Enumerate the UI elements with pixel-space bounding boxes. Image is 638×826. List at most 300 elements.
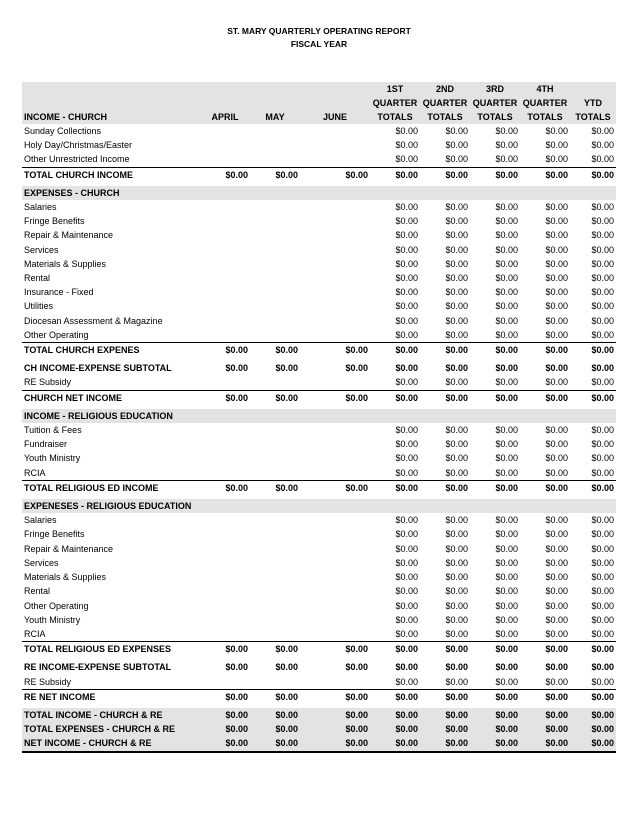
table-row xyxy=(22,124,616,138)
value-cell xyxy=(250,214,300,228)
table-row xyxy=(22,228,616,242)
value-cell xyxy=(300,271,370,285)
may-header: MAY xyxy=(250,110,300,124)
value-cell: $0.00 xyxy=(395,315,418,326)
value-cell: $0.00 xyxy=(545,529,568,540)
value-cell xyxy=(200,556,250,570)
table-row xyxy=(22,200,616,214)
value-cell: $0.00 xyxy=(395,377,418,388)
value-cell: $0.00 xyxy=(545,614,568,625)
row-label: Holy Day/Christmas/Easter xyxy=(24,140,133,151)
value-cell: $0.00 xyxy=(570,689,616,704)
value-cell: $0.00 xyxy=(395,453,418,464)
value-cell: $0.00 xyxy=(300,480,370,495)
value-cell xyxy=(300,527,370,541)
table-row xyxy=(22,375,616,390)
value-cell: $0.00 xyxy=(200,689,250,704)
row-label: Fringe Benefits xyxy=(24,529,85,540)
value-cell: $0.00 xyxy=(495,467,518,478)
row-label: EXPENSES - CHURCH xyxy=(22,186,200,200)
value-cell xyxy=(300,138,370,152)
row-label: RCIA xyxy=(24,628,46,639)
row-label: Fundraiser xyxy=(24,439,68,450)
value-cell xyxy=(200,299,250,313)
value-cell xyxy=(200,542,250,556)
value-cell: $0.00 xyxy=(445,600,468,611)
value-cell: $0.00 xyxy=(250,722,300,736)
value-cell xyxy=(570,499,616,513)
value-cell: $0.00 xyxy=(445,425,468,436)
value-cell: $0.00 xyxy=(495,244,518,255)
value-cell: $0.00 xyxy=(395,662,418,673)
value-cell: $0.00 xyxy=(300,642,370,657)
row-label: Tuition & Fees xyxy=(24,425,82,436)
value-cell xyxy=(200,613,250,627)
value-cell: $0.00 xyxy=(445,557,468,568)
table-row xyxy=(22,689,616,704)
value-cell: $0.00 xyxy=(545,600,568,611)
row-label: Diocesan Assessment & Magazine xyxy=(24,315,163,326)
value-cell: $0.00 xyxy=(591,140,614,151)
value-cell xyxy=(200,584,250,598)
value-cell: $0.00 xyxy=(495,600,518,611)
table-row xyxy=(22,409,616,423)
value-cell: $0.00 xyxy=(545,439,568,450)
value-cell: $0.00 xyxy=(545,244,568,255)
income-church-header: INCOME - CHURCH xyxy=(22,110,200,124)
report-subtitle: FISCAL YEAR xyxy=(290,39,348,49)
value-cell: $0.00 xyxy=(591,126,614,136)
value-cell: $0.00 xyxy=(395,363,418,374)
value-cell: $0.00 xyxy=(495,140,518,151)
value-cell: $0.00 xyxy=(370,390,420,405)
value-cell xyxy=(200,152,250,167)
table-row xyxy=(22,570,616,584)
value-cell: $0.00 xyxy=(570,390,616,405)
value-cell xyxy=(520,499,570,513)
table-row xyxy=(22,214,616,228)
value-cell xyxy=(250,675,300,690)
value-cell: $0.00 xyxy=(395,202,418,213)
table-row xyxy=(22,257,616,271)
table-row xyxy=(22,328,616,343)
value-cell xyxy=(250,499,300,513)
value-cell xyxy=(200,627,250,642)
value-cell xyxy=(200,423,250,437)
value-cell: $0.00 xyxy=(520,167,570,182)
value-cell: $0.00 xyxy=(591,258,614,269)
table-body xyxy=(22,124,616,752)
value-cell xyxy=(300,466,370,481)
value-cell: $0.00 xyxy=(445,377,468,388)
value-cell: $0.00 xyxy=(495,628,518,639)
value-cell: $0.00 xyxy=(445,287,468,298)
table-row xyxy=(22,299,616,313)
value-cell xyxy=(200,314,250,328)
value-cell: $0.00 xyxy=(495,377,518,388)
value-cell xyxy=(250,599,300,613)
value-cell xyxy=(250,375,300,390)
value-cell: $0.00 xyxy=(420,390,470,405)
value-cell: $0.00 xyxy=(445,230,468,241)
value-cell: $0.00 xyxy=(570,708,616,722)
row-label: Other Operating xyxy=(24,600,89,611)
value-cell: $0.00 xyxy=(445,439,468,450)
value-cell: $0.00 xyxy=(200,736,250,751)
value-cell xyxy=(200,200,250,214)
value-cell xyxy=(200,257,250,271)
value-cell: $0.00 xyxy=(545,572,568,583)
row-label: RE Subsidy xyxy=(24,377,72,388)
value-cell: $0.00 xyxy=(591,628,614,639)
q4-header-line2: QUARTER xyxy=(520,96,570,110)
value-cell: $0.00 xyxy=(445,572,468,583)
value-cell: $0.00 xyxy=(370,642,420,657)
row-label: RE INCOME-EXPENSE SUBTOTAL xyxy=(24,662,172,673)
value-cell: $0.00 xyxy=(225,363,248,374)
value-cell: $0.00 xyxy=(591,515,614,526)
value-cell: $0.00 xyxy=(370,736,420,751)
value-cell: $0.00 xyxy=(370,480,420,495)
value-cell xyxy=(520,409,570,423)
value-cell: $0.00 xyxy=(545,126,568,136)
value-cell: $0.00 xyxy=(250,689,300,704)
value-cell: $0.00 xyxy=(591,586,614,597)
value-cell: $0.00 xyxy=(591,154,614,165)
value-cell xyxy=(300,228,370,242)
row-label: TOTAL EXPENSES - CHURCH & RE xyxy=(22,722,200,736)
value-cell: $0.00 xyxy=(591,216,614,227)
q4-header-line3: TOTALS xyxy=(520,110,570,124)
value-cell: $0.00 xyxy=(495,662,518,673)
value-cell: $0.00 xyxy=(470,343,520,358)
value-cell: $0.00 xyxy=(445,515,468,526)
row-label: RE NET INCOME xyxy=(22,689,200,704)
table-row xyxy=(22,437,616,451)
value-cell: $0.00 xyxy=(545,287,568,298)
value-cell: $0.00 xyxy=(591,529,614,540)
value-cell: $0.00 xyxy=(445,467,468,478)
row-label: RE Subsidy xyxy=(24,676,72,687)
value-cell: $0.00 xyxy=(200,390,250,405)
value-cell: $0.00 xyxy=(545,154,568,165)
row-label: Rental xyxy=(24,586,51,597)
row-label: TOTAL CHURCH INCOME xyxy=(22,167,200,182)
value-cell xyxy=(250,200,300,214)
value-cell: $0.00 xyxy=(395,140,418,151)
value-cell: $0.00 xyxy=(250,708,300,722)
value-cell: $0.00 xyxy=(520,736,570,751)
value-cell: $0.00 xyxy=(495,258,518,269)
table-row xyxy=(22,613,616,627)
value-cell: $0.00 xyxy=(395,467,418,478)
value-cell: $0.00 xyxy=(470,480,520,495)
value-cell: $0.00 xyxy=(591,614,614,625)
value-cell: $0.00 xyxy=(591,676,614,687)
row-label: Insurance - Fixed xyxy=(24,287,94,298)
q1-header-line1: 1ST xyxy=(370,82,420,96)
value-cell: $0.00 xyxy=(470,642,520,657)
value-cell: $0.00 xyxy=(445,216,468,227)
value-cell: $0.00 xyxy=(200,480,250,495)
value-cell: $0.00 xyxy=(370,689,420,704)
value-cell: $0.00 xyxy=(445,529,468,540)
table-row xyxy=(22,343,616,358)
value-cell: $0.00 xyxy=(445,543,468,554)
value-cell: $0.00 xyxy=(591,572,614,583)
value-cell: $0.00 xyxy=(300,167,370,182)
value-cell xyxy=(250,138,300,152)
value-cell xyxy=(300,584,370,598)
value-cell: $0.00 xyxy=(470,722,520,736)
value-cell: $0.00 xyxy=(420,480,470,495)
value-cell: $0.00 xyxy=(495,363,518,374)
value-cell xyxy=(200,570,250,584)
value-cell: $0.00 xyxy=(570,642,616,657)
value-cell: $0.00 xyxy=(495,614,518,625)
value-cell: $0.00 xyxy=(545,467,568,478)
value-cell: $0.00 xyxy=(395,425,418,436)
value-cell: $0.00 xyxy=(545,628,568,639)
june-header: JUNE xyxy=(300,110,370,124)
row-label: Rental xyxy=(24,273,51,284)
value-cell xyxy=(250,556,300,570)
row-label: TOTAL RELIGIOUS ED INCOME xyxy=(22,480,200,495)
table-row xyxy=(22,542,616,556)
value-cell: $0.00 xyxy=(200,343,250,358)
value-cell xyxy=(300,513,370,527)
value-cell: $0.00 xyxy=(395,301,418,312)
value-cell xyxy=(250,542,300,556)
value-cell: $0.00 xyxy=(300,736,370,751)
table-row xyxy=(22,599,616,613)
q2-header-line3: TOTALS xyxy=(420,110,470,124)
value-cell: $0.00 xyxy=(495,515,518,526)
value-cell: $0.00 xyxy=(250,642,300,657)
value-cell: $0.00 xyxy=(545,453,568,464)
value-cell: $0.00 xyxy=(591,377,614,388)
value-cell: $0.00 xyxy=(445,202,468,213)
value-cell: $0.00 xyxy=(570,343,616,358)
value-cell xyxy=(420,499,470,513)
value-cell xyxy=(250,186,300,200)
table-row xyxy=(22,285,616,299)
value-cell: $0.00 xyxy=(495,529,518,540)
value-cell xyxy=(250,613,300,627)
value-cell: $0.00 xyxy=(591,600,614,611)
value-cell xyxy=(200,513,250,527)
value-cell: $0.00 xyxy=(445,628,468,639)
value-cell: $0.00 xyxy=(520,642,570,657)
value-cell: $0.00 xyxy=(445,126,468,136)
row-label: CHURCH NET INCOME xyxy=(22,390,200,405)
value-cell xyxy=(300,152,370,167)
table-row xyxy=(22,722,616,736)
row-label: Repair & Maintenance xyxy=(24,230,114,241)
value-cell: $0.00 xyxy=(545,315,568,326)
value-cell: $0.00 xyxy=(200,642,250,657)
value-cell: $0.00 xyxy=(591,557,614,568)
row-label: RCIA xyxy=(24,467,46,478)
value-cell: $0.00 xyxy=(495,586,518,597)
table-row xyxy=(22,513,616,527)
april-header: APRIL xyxy=(200,110,250,124)
table-row xyxy=(22,423,616,437)
row-label: Materials & Supplies xyxy=(24,572,107,583)
value-cell xyxy=(200,228,250,242)
table-row xyxy=(22,361,616,375)
value-cell xyxy=(200,328,250,343)
value-cell: $0.00 xyxy=(495,230,518,241)
value-cell: $0.00 xyxy=(395,628,418,639)
value-cell: $0.00 xyxy=(250,390,300,405)
value-cell xyxy=(250,466,300,481)
value-cell xyxy=(300,200,370,214)
value-cell: $0.00 xyxy=(225,662,248,673)
value-cell xyxy=(300,257,370,271)
value-cell: $0.00 xyxy=(545,258,568,269)
value-cell xyxy=(300,451,370,465)
value-cell: $0.00 xyxy=(445,244,468,255)
value-cell xyxy=(200,186,250,200)
value-cell: $0.00 xyxy=(545,377,568,388)
value-cell xyxy=(200,214,250,228)
value-cell xyxy=(250,513,300,527)
value-cell: $0.00 xyxy=(370,343,420,358)
value-cell xyxy=(300,423,370,437)
row-label: Materials & Supplies xyxy=(24,258,107,269)
value-cell: $0.00 xyxy=(395,572,418,583)
value-cell: $0.00 xyxy=(250,480,300,495)
value-cell xyxy=(370,186,420,200)
value-cell: $0.00 xyxy=(545,273,568,284)
value-cell: $0.00 xyxy=(395,230,418,241)
value-cell xyxy=(200,375,250,390)
value-cell: $0.00 xyxy=(545,586,568,597)
value-cell xyxy=(570,409,616,423)
row-label: Services xyxy=(24,557,59,568)
q3-header-line3: TOTALS xyxy=(470,110,520,124)
value-cell: $0.00 xyxy=(445,453,468,464)
value-cell: $0.00 xyxy=(420,736,470,751)
value-cell: $0.00 xyxy=(591,244,614,255)
value-cell: $0.00 xyxy=(520,343,570,358)
value-cell: $0.00 xyxy=(545,140,568,151)
value-cell: $0.00 xyxy=(570,480,616,495)
value-cell: $0.00 xyxy=(495,439,518,450)
value-cell: $0.00 xyxy=(495,453,518,464)
value-cell xyxy=(250,409,300,423)
value-cell xyxy=(250,451,300,465)
value-cell: $0.00 xyxy=(545,216,568,227)
value-cell: $0.00 xyxy=(495,273,518,284)
value-cell xyxy=(250,314,300,328)
value-cell: $0.00 xyxy=(495,126,518,136)
value-cell xyxy=(300,186,370,200)
table-row xyxy=(22,708,616,722)
q4-header-line1: 4TH xyxy=(520,82,570,96)
row-label: Youth Ministry xyxy=(24,453,81,464)
value-cell: $0.00 xyxy=(420,722,470,736)
row-label: NET INCOME - CHURCH & RE xyxy=(22,736,200,751)
value-cell: $0.00 xyxy=(445,258,468,269)
value-cell: $0.00 xyxy=(470,736,520,751)
value-cell: $0.00 xyxy=(445,301,468,312)
value-cell: $0.00 xyxy=(495,676,518,687)
value-cell xyxy=(300,570,370,584)
q1-header-line3: TOTALS xyxy=(370,110,420,124)
value-cell: $0.00 xyxy=(445,614,468,625)
value-cell xyxy=(200,285,250,299)
value-cell: $0.00 xyxy=(345,662,368,673)
value-cell xyxy=(250,228,300,242)
value-cell xyxy=(200,271,250,285)
value-cell: $0.00 xyxy=(200,708,250,722)
value-cell xyxy=(300,675,370,690)
q3-header-line1: 3RD xyxy=(470,82,520,96)
value-cell: $0.00 xyxy=(250,736,300,751)
value-cell: $0.00 xyxy=(591,202,614,213)
table-row xyxy=(22,627,616,642)
value-cell xyxy=(300,214,370,228)
value-cell xyxy=(300,613,370,627)
value-cell xyxy=(250,299,300,313)
value-cell: $0.00 xyxy=(545,230,568,241)
value-cell xyxy=(300,124,370,138)
table-row xyxy=(22,243,616,257)
value-cell: $0.00 xyxy=(395,287,418,298)
value-cell: $0.00 xyxy=(520,689,570,704)
value-cell: $0.00 xyxy=(420,708,470,722)
value-cell: $0.00 xyxy=(300,343,370,358)
table-row xyxy=(22,138,616,152)
value-cell: $0.00 xyxy=(591,425,614,436)
value-cell: $0.00 xyxy=(395,586,418,597)
value-cell: $0.00 xyxy=(545,329,568,340)
table-row xyxy=(22,527,616,541)
table-row xyxy=(22,152,616,167)
value-cell: $0.00 xyxy=(445,662,468,673)
value-cell: $0.00 xyxy=(395,244,418,255)
value-cell: $0.00 xyxy=(395,515,418,526)
q2-header-line1: 2ND xyxy=(420,82,470,96)
value-cell: $0.00 xyxy=(570,736,616,751)
value-cell: $0.00 xyxy=(395,439,418,450)
q3-header-line2: QUARTER xyxy=(470,96,520,110)
value-cell xyxy=(370,499,420,513)
value-cell xyxy=(250,243,300,257)
value-cell: $0.00 xyxy=(570,167,616,182)
value-cell xyxy=(300,299,370,313)
value-cell xyxy=(300,285,370,299)
q1-header-line2: QUARTER xyxy=(370,96,420,110)
value-cell: $0.00 xyxy=(495,287,518,298)
operating-report-table xyxy=(22,82,616,753)
value-cell xyxy=(250,584,300,598)
value-cell xyxy=(200,675,250,690)
value-cell: $0.00 xyxy=(495,572,518,583)
table-row xyxy=(22,675,616,690)
value-cell: $0.00 xyxy=(470,167,520,182)
value-cell xyxy=(200,243,250,257)
value-cell xyxy=(370,409,420,423)
value-cell: $0.00 xyxy=(495,557,518,568)
row-label: Youth Ministry xyxy=(24,614,81,625)
value-cell: $0.00 xyxy=(495,202,518,213)
value-cell: $0.00 xyxy=(591,363,614,374)
value-cell xyxy=(470,186,520,200)
value-cell: $0.00 xyxy=(545,202,568,213)
